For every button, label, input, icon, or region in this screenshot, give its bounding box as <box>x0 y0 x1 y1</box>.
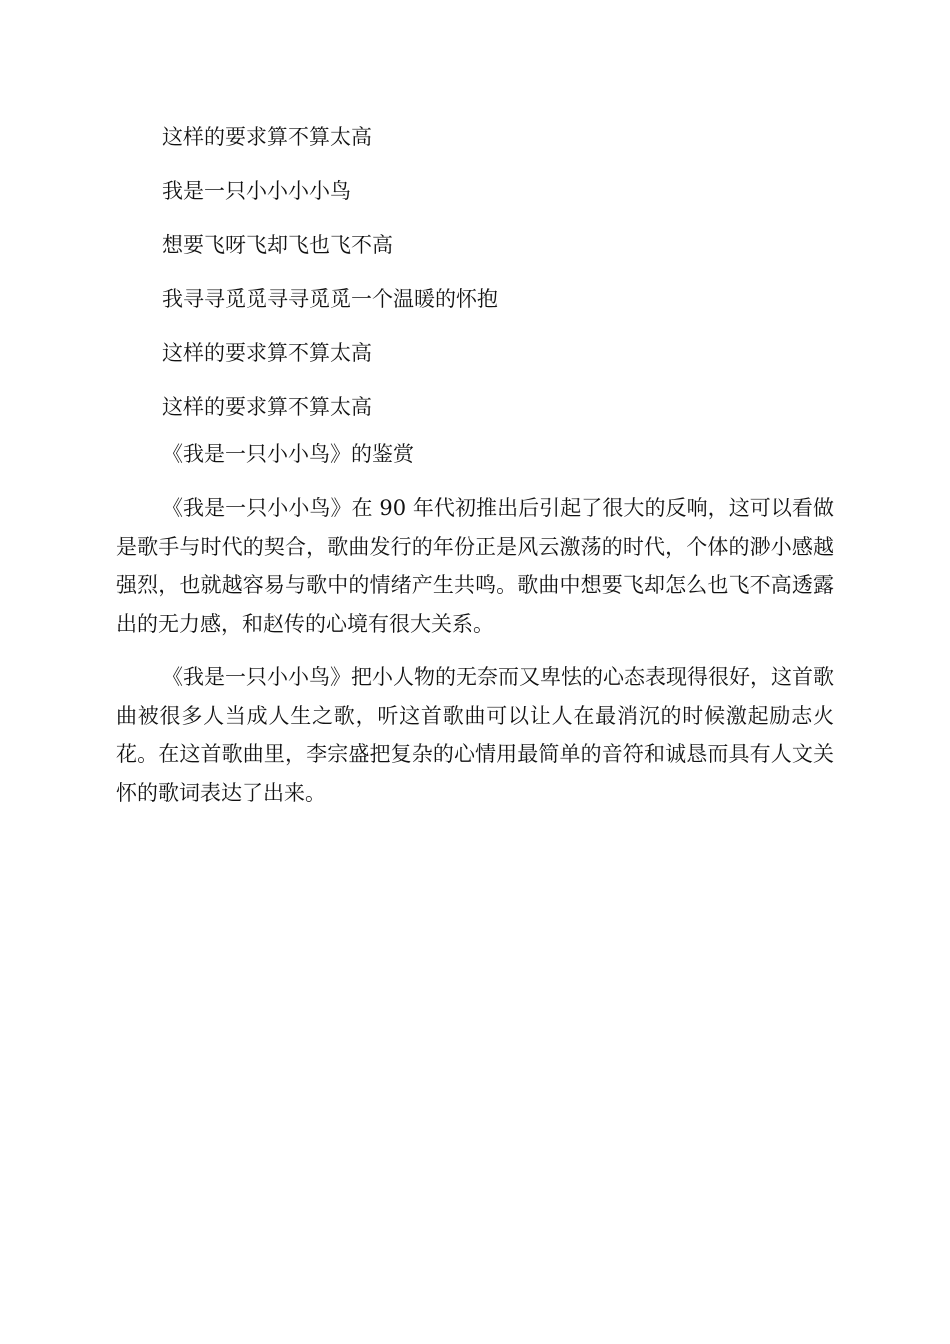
appreciation-paragraph-2: 《我是一只小小鸟》把小人物的无奈而又卑怯的心态表现得很好，这首歌曲被很多人当成人生之歌，听这首歌曲可以让人在最消沉的时候激起励志火花。在这首歌曲里，李宗盛把复杂的心情用最简单的音符和诚恳而具有人文关怀的歌词表达了出来。 <box>116 665 834 805</box>
lyric-line: 我是一只小小小小鸟 <box>162 179 351 203</box>
lyric-line: 这样的要求算不算太高 <box>162 395 372 419</box>
lyric-line: 我寻寻觅觅寻寻觅觅一个温暖的怀抱 <box>162 287 498 311</box>
lyrics-block <box>162 110 842 434</box>
lyric-line: 这样的要求算不算太高 <box>162 125 372 149</box>
lyric-line: 想要飞呀飞却飞也飞不高 <box>162 233 393 257</box>
appreciation-paragraph-1: 《我是一只小小鸟》在 90 年代初推出后引起了很大的反响，这可以看做是歌手与时代的契合，歌曲发行的年份正是风云激荡的时代，个体的渺小感越强烈，也就越容易与歌中的情绪产生共鸣。歌曲中想要飞却怎么也飞不高透露出的无力感，和赵传的心境有很大关系。 <box>116 496 834 636</box>
section-title: 《我是一只小小鸟》的鉴赏 <box>162 442 414 466</box>
lyric-line: 这样的要求算不算太高 <box>162 341 372 365</box>
